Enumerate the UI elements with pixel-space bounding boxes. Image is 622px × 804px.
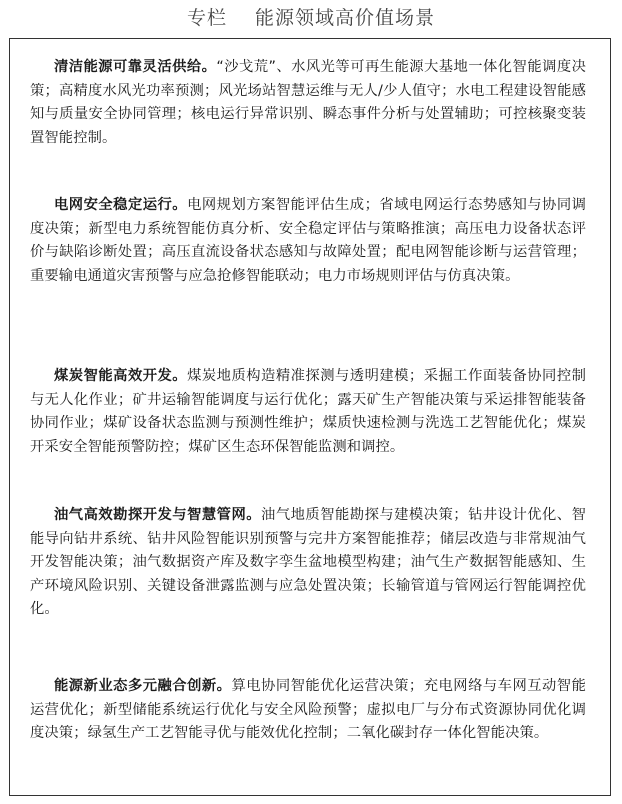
column-label: 专栏 — [186, 7, 227, 29]
section-heading: 清洁能源可靠灵活供给。 — [54, 59, 217, 75]
section-clean-energy — [30, 56, 586, 150]
section-heading: 能源新业态多元融合创新。 — [54, 678, 232, 694]
section-heading: 油气高效勘探开发与智慧管网。 — [54, 507, 262, 523]
section-coal — [30, 365, 586, 459]
section-oil-gas — [30, 504, 586, 622]
section-power-grid — [30, 194, 586, 288]
section-body: 油气地质智能勘探与建模决策；钻井设计优化、智能导向钻井系统、钻井风险智能识别预警与完井方案智能推荐；储层改造与非常规油气开发智能决策；油气数据资产库及数字孪生盆地模型构建；油气生产数据智能感知、生产环境风险识别、关键设备泄露监测与应急处置决策；长输管道与管网运行智能调控优化。 — [30, 507, 586, 618]
section-heading: 煤炭智能高效开发。 — [54, 368, 188, 384]
page-title — [0, 4, 622, 32]
section-body: “沙戈荒”、水风光等可再生能源大基地一体化智能调度决策；高精度水风光功率预测；风光场站智慧运维与无人/少人值守；水电工程建设智能感知与质量安全协同管理；核电运行异常识别、瞬态事件分析与处置辅助；可控核聚变装置智能控制。 — [30, 59, 586, 146]
section-new-business — [30, 675, 586, 746]
section-body: 煤炭地质构造精准探测与透明建模；采掘工作面装备协同控制与无人化作业；矿井运输智能调度与运行优化；露天矿生产智能决策与采运排智能装备协同作业；煤矿设备状态监测与预测性维护；煤质快速检测与洗选工艺智能优化；煤炭开采安全智能预警防控；煤矿区生态环保智能监测和调控。 — [30, 368, 587, 455]
section-body: 电网规划方案智能评估生成；省域电网运行态势感知与协同调度决策；新型电力系统智能仿真分析、安全稳定评估与策略推演；高压电力设备状态评价与缺陷诊断处置；高压直流设备状态感知与故障处置；配电网智能诊断与运营管理；重要输电通道灾害预警与应急抢修智能联动；电力市场规则评估与仿真决策。 — [30, 197, 587, 284]
section-heading: 电网安全稳定运行。 — [54, 197, 188, 213]
column-title: 能源领域高价值场景 — [255, 7, 436, 29]
section-body: 算电协同智能优化运营决策；充电网络与车网互动智能运营优化；新型储能系统运行优化与安全风险预警；虚拟电厂与分布式资源协同优化调度决策；绿氢生产工艺智能寻优与能效优化控制；二氧化碳封存一体化智能决策。 — [30, 678, 586, 742]
